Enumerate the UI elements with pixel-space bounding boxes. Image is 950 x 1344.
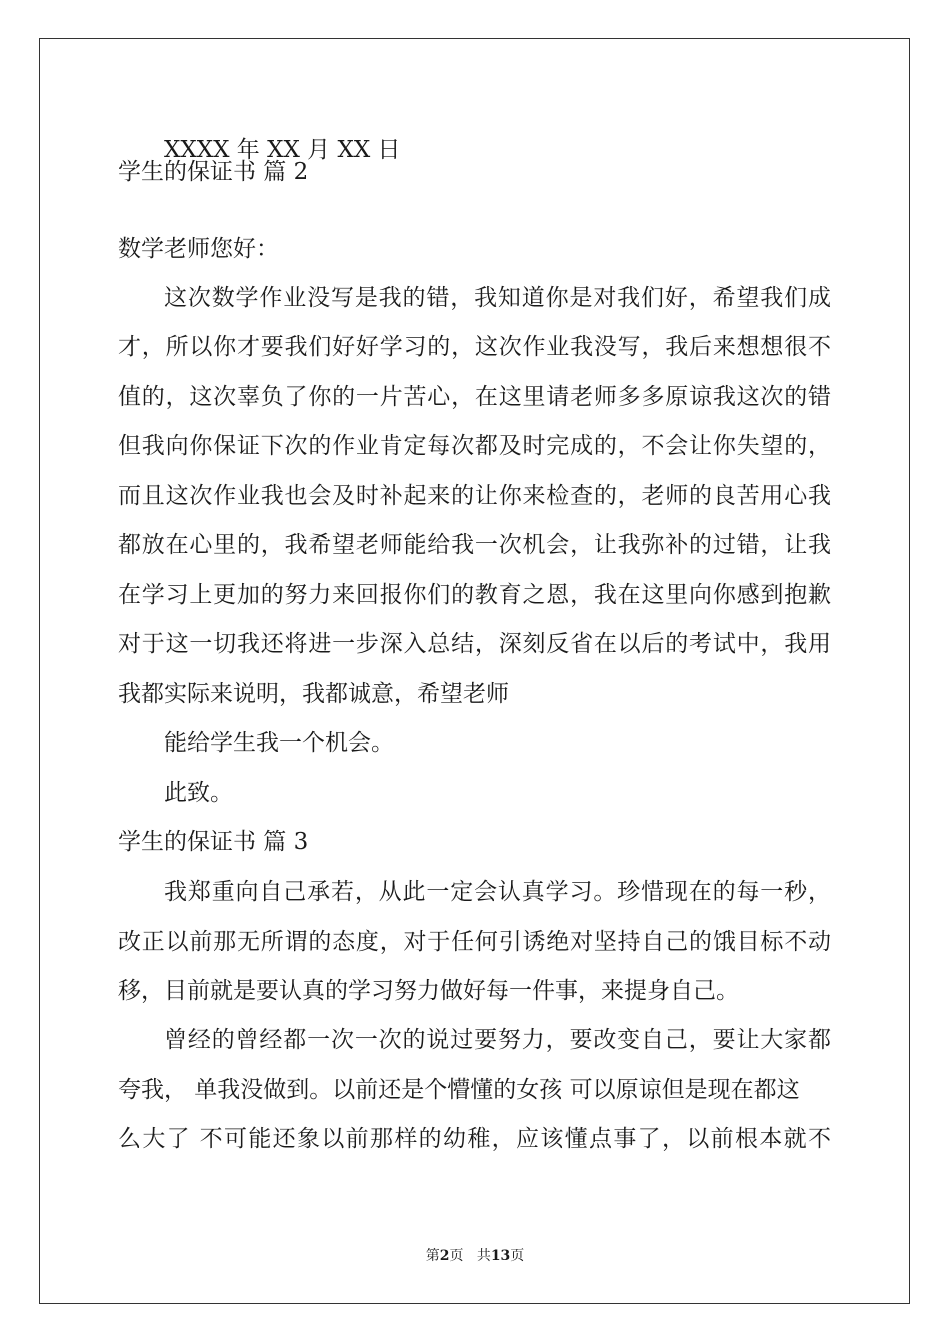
footer-total-number: 13 [490,1248,511,1264]
footer-total-prefix: 共 [476,1248,491,1264]
paragraph-line: 夸我， 单我没做到。以前还是个懵懂的女孩 可以原谅但是现在都这 [118,1077,800,1103]
closing-line: 此致。 [164,780,233,806]
page-footer [0,1246,950,1266]
paragraph-line: 这次数学作业没写是我的错，我知道你是对我们好，希望我们成 [164,285,831,311]
paragraph-line: 都放在心里的，我希望老师能给我一次机会，让我弥补的过错，让我 [118,532,831,558]
footer-page-suffix: 页 [449,1248,464,1264]
salutation: 数学老师您好： [118,236,279,262]
paragraph-line: 对于这一切我还将进一步深入总结，深刻反省在以后的考试中，我用 [118,631,831,657]
paragraph-line: 曾经的曾经都一次一次的说过要努力，要改变自己，要让大家都 [164,1027,831,1053]
paragraph-line: 我郑重向自己承若，从此一定会认真学习。珍惜现在的每一秒， [164,879,831,905]
paragraph-line: 在学习上更加的努力来回报你们的教育之恩，我在这里向你感到抱歉 [118,582,831,608]
section-heading-3: 学生的保证书 篇 3 [118,829,309,855]
paragraph-line: 但我向你保证下次的作业肯定每次都及时完成的，不会让你失望的， [118,433,831,459]
paragraph-line: 我都实际来说明，我都诚意，希望老师 [118,681,509,707]
paragraph-line: 移，目前就是要认真的学习努力做好每一件事，来提身自己。 [118,978,739,1004]
page-frame [39,38,910,1304]
date-line: XXXX 年 XX 月 XX 日 [164,137,401,163]
footer-total-suffix: 页 [510,1248,525,1264]
paragraph-line: 么大了 不可能还象以前那样的幼稚，应该懂点事了，以前根本就不 [118,1126,831,1152]
section-heading-2: 学生的保证书 篇 2 [118,159,309,185]
paragraph-line: 能给学生我一个机会。 [164,730,394,756]
paragraph-line: 才，所以你才要我们好好学习的，这次作业我没写，我后来想想很不 [118,334,831,360]
paragraph-line: 值的，这次辜负了你的一片苦心，在这里请老师多多原谅我这次的错 [118,384,831,410]
paragraph-line: 改正以前那无所谓的态度，对于任何引诱绝对坚持自己的饿目标不动 [118,929,831,955]
footer-page-prefix: 第 [425,1248,440,1264]
paragraph-line: 而且这次作业我也会及时补起来的让你来检查的，老师的良苦用心我 [118,483,831,509]
footer-page-number: 2 [439,1248,450,1264]
